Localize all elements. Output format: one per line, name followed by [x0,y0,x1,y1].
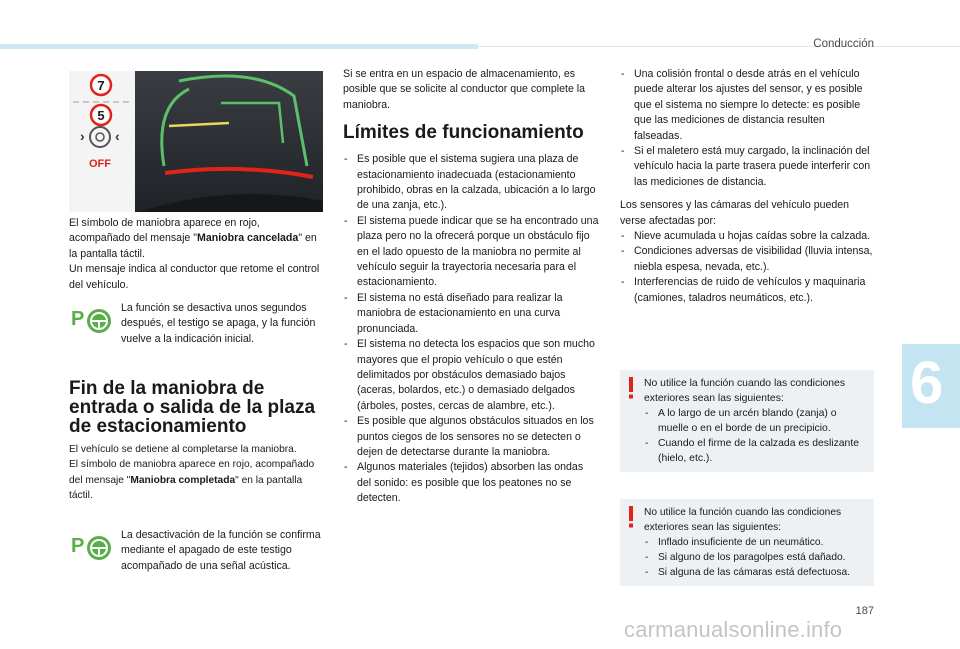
speed-limit-7-icon [91,75,111,95]
page-number: 187 [855,605,874,617]
heading-limits: Límites de funcionamiento [343,122,584,144]
completed-paragraph: El símbolo de maniobra aparece en rojo, acompañado del mensaje "Maniobra completada" en la pantalla táctil. [69,459,315,502]
list-item: - Es posible que el sistema sugiera una plaza de estacionamiento inadecuada (estacionamiento prohibido, obras en la calzada, ubicación a lo largo de una zanja, etc.). [343,152,599,214]
icon-note-1-text: La función se desactiva unos segundos después, el testigo se apaga, y la función vuelve a la indicación inicial. [121,302,316,345]
svg-text:5: 5 [97,108,105,123]
list-item: - Inflado insuficiente de un neumático. [644,535,868,550]
chapter-number: 6 [910,349,944,416]
warning-icon [626,377,636,399]
column-3 [620,67,876,306]
list-item: - Cuando el firme de la calzada es deslizante (hielo, etc.). [644,436,868,466]
parking-camera-photo [69,71,323,212]
icon-note-2-text: La desactivación de la función se confirma mediante el apagado de este testigo acompañado de una señal acústica. [121,529,321,572]
list-item: - Nieve acumulada u hojas caídas sobre la calzada. [620,229,876,244]
svg-text:P: P [71,535,85,557]
warning-box-1 [620,370,874,472]
warning-1-intro: No utilice la función cuando las condiciones exteriores sean las siguientes: [644,378,846,404]
heading-end-maneuver: Fin de la maniobra de entrada o salida de la plaza de estacionamiento [69,378,316,437]
list-item: - Condiciones adversas de visibilidad (lluvia intensa, niebla espesa, nevada, etc.). [620,244,876,275]
storage-intro: Si se entra en un espacio de almacenamiento, es posible que se solicite al conductor que complete la maniobra. [343,68,586,111]
warning-2-intro: No utilice la función cuando las condiciones exteriores sean las siguientes: [644,507,842,533]
svg-text:7: 7 [97,78,105,93]
svg-text:›: › [80,128,85,144]
list-item: - El sistema no está diseñado para realizar la maniobra de estacionamiento en una curva pronunciada. [343,291,599,337]
park-assist-steering-icon [69,301,113,335]
svg-text:P: P [71,308,85,330]
icon-note-1 [69,301,323,347]
limits-list [343,152,599,506]
chapter-tab [902,344,960,428]
section-title: Conducción [813,38,874,50]
list-item: - Interferencias de ruido de vehículos y maquinaria (camiones, taladros neumáticos, etc.). [620,275,876,306]
speed-limit-5-icon [91,105,111,125]
stop-paragraph: El vehículo se detiene al completarse la maniobra. [69,444,297,455]
header-line [478,46,960,47]
takeover-paragraph: Un mensaje indica al conductor que retome el control del vehículo. [69,263,320,291]
watermark: carmanualsonline.info [624,617,843,642]
list-item: - El sistema puede indicar que se ha encontrado una plaza pero no la ofrecerá porque un obstáculo fijo en el lado opuesto de la maniobra no permite al vehículo seguir la trayectoria necesaria para el estacionamiento. [343,214,599,291]
list-item: - Si el maletero está muy cargado, la inclinación del vehículo hacia la parte trasera puede interferir con las mediciones de distancia. [620,144,876,190]
header-bar [0,44,478,49]
list-item: - Es posible que algunos obstáculos situados en los puntos ciegos de los sensores no se detecten o dejen de detectarse durante la maniobra. [343,414,599,460]
list-item: - El sistema no detecta los espacios que son mucho mayores que el propio vehículo o que estén delimitados por obstáculos demasiado bajos (aceras, bolardos, etc.) o demasiado delgados (árboles, postes, cercas de alambre, etc.). [343,337,599,414]
sensors-intro: Los sensores y las cámaras del vehículo pueden verse afectadas por: [620,199,850,227]
list-item: - Una colisión frontal o desde atrás en el vehículo puede alterar los ajustes del sensor, y es posible que el sistema no siempre lo detecte: es posible que las mediciones de distancia resulten falseadas. [620,67,876,144]
column-1-top [69,216,323,293]
icon-note-2 [69,528,323,574]
list-item: - Algunos materiales (tejidos) absorben las ondas del sonido: es posible que los peatones no se detecten. [343,460,599,506]
column-1-end [69,442,327,504]
warning-box-2 [620,499,874,586]
cancel-paragraph: El símbolo de maniobra aparece en rojo, acompañado del mensaje "Maniobra cancelada" en la pantalla táctil. [69,217,317,260]
list-item: - Si alguna de las cámaras está defectuosa. [644,565,868,580]
off-label: OFF [89,158,111,170]
column-2 [343,67,599,507]
list-item: - Si alguno de los paragolpes está dañado. [644,550,868,565]
park-assist-steering-icon [69,528,113,562]
warning-icon [626,506,636,528]
svg-text:‹: ‹ [115,128,120,144]
list-item: - A lo largo de un arcén blando (zanja) o muelle o en el borde de un precipicio. [644,406,868,436]
